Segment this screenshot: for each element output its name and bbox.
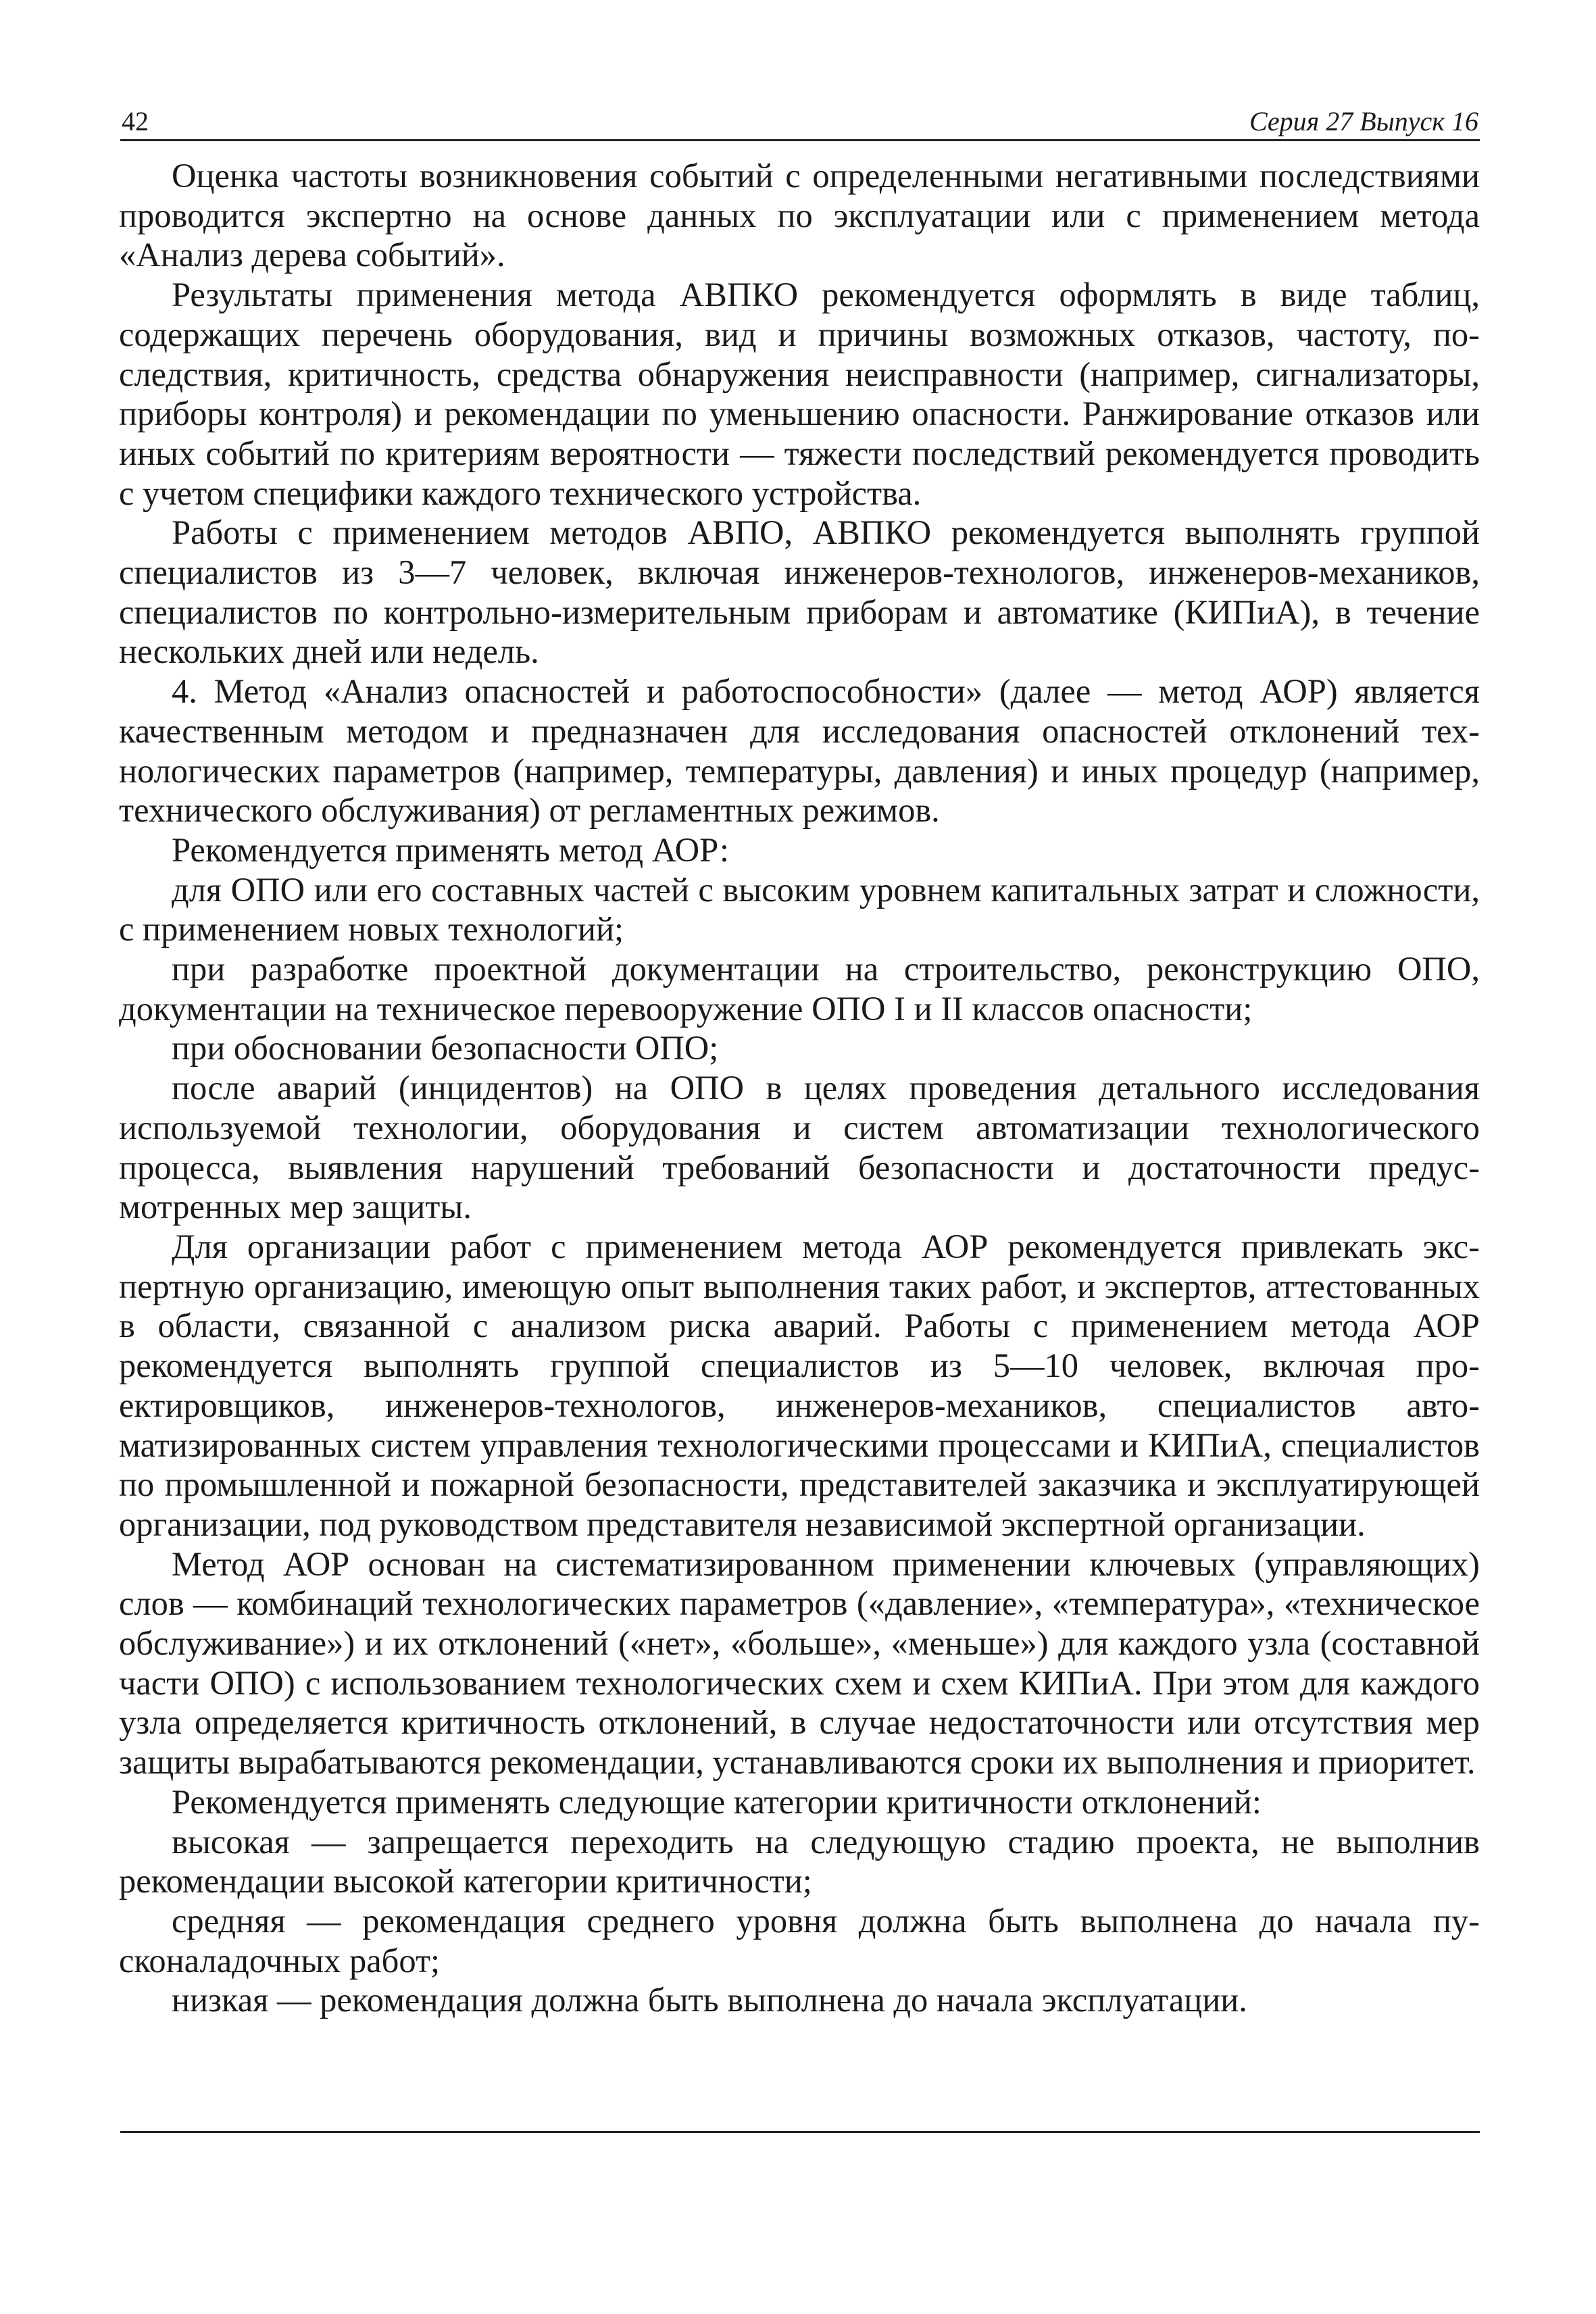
list-item: для ОПО или его составных частей с высоким уровнем капитальных затрат и сложности, с применением новых технологий; [119, 870, 1480, 949]
page-header [120, 99, 1480, 141]
paragraph: Рекомендуется применять метод АОР: [172, 830, 730, 869]
list-item: после аварий (инцидентов) на ОПО в целях проведения детального исследования используемой технологии, оборудования и систем автоматизации технологического процесса, выявления нарушений требований безопасности и достаточности предусмотренных мер защиты. [119, 1069, 1480, 1226]
bottom-rule [120, 2131, 1480, 2133]
list-item: при разработке проектной документации на строительство, реконструкцию ОПО, документации на техническое перевооружение ОПО I и II классов опасности; [119, 950, 1480, 1028]
list-item: при обосновании безопасности ОПО; [172, 1029, 719, 1067]
paragraph: Оценка частоты возникновения событий с определенными негативными последствиями проводится экспертно на основе данных по эксплуатации или с применением метода «Анализ дерева событий». [119, 157, 1480, 274]
page-number: 42 [122, 106, 149, 136]
paragraph: Работы с применением методов АВПО, АВПКО рекомендуется выполнять группой специалистов из 3—7 человек, включая инженеров-технологов, инженеров-механиков, специалистов по контрольно-измерительным приборам и автоматике (КИПиА), в течение нескольких дней или недель. [119, 513, 1480, 671]
paragraph: Рекомендуется применять следующие категории критичности отклонений: [172, 1782, 1262, 1821]
body-text [119, 156, 1480, 2020]
list-item: низкая — рекомендация должна быть выполнена до начала эксплуатации. [172, 1981, 1247, 2019]
paragraph: Результаты применения метода АВПКО рекомендуется оформлять в виде таблиц, содержащих перечень оборудования, вид и причины возможных отказов, частоту, последствия, критичность, средства обнаружения неисправности (например, сигнализаторы, приборы контроля) и рекомендации по уменьшению опасности. Ранжирование отказов или иных событий по критериям вероятности — тяжести последствий рекомендуется проводить с учетом специфики каждого технического устройства. [119, 276, 1480, 512]
list-item: высокая — запрещается переходить на следующую стадию проекта, не выполнив рекомендации высокой категории критичности; [119, 1822, 1480, 1901]
paragraph: Метод АОР основан на систематизированном применении ключевых (управляющих) слов — комбинаций технологических параметров («давление», «температура», «техническое обслуживание») и их отклонений («нет», «больше», «меньше») для каждого узла (составной части ОПО) с использованием технологических схем и схем КИПиА. При этом для каждого узла определяется критичность отклонений, в случае недостаточности или отсутствия мер защиты вырабатываются рекомендации, устанавливаются сроки их выполнения и приоритет. [119, 1544, 1480, 1782]
paragraph: Для организации работ с применением метода АОР рекомендуется привлекать экспертную организацию, имеющую опыт выполнения таких работ, и экспертов, аттестованных в области, связанной с анализом риска аварий. Работы с применением метода АОР рекомендуется выполнять группой специалистов из 5—10 человек, включая проектировщиков, инженеров-технологов, инженеров-механиков, специалистов автоматизированных систем управления технологическими процессами и КИПиА, специалистов по промышленной и пожарной безопасности, представителей заказчика и эксплуатирующей организации, под руководством представителя независимой экспертной организации. [119, 1227, 1480, 1543]
list-item: средняя — рекомендация среднего уровня должна быть выполнена до начала пусконаладочных работ; [119, 1901, 1480, 1980]
series-title: Серия 27 Выпуск 16 [1249, 106, 1478, 136]
paragraph: 4. Метод «Анализ опасностей и работоспособности» (далее — метод АОР) является качественным методом и предназначен для исследования опасностей отклонений технологических параметров (например, температуры, давления) и иных процедур (например, технического обслуживания) от регламентных режимов. [119, 672, 1480, 830]
